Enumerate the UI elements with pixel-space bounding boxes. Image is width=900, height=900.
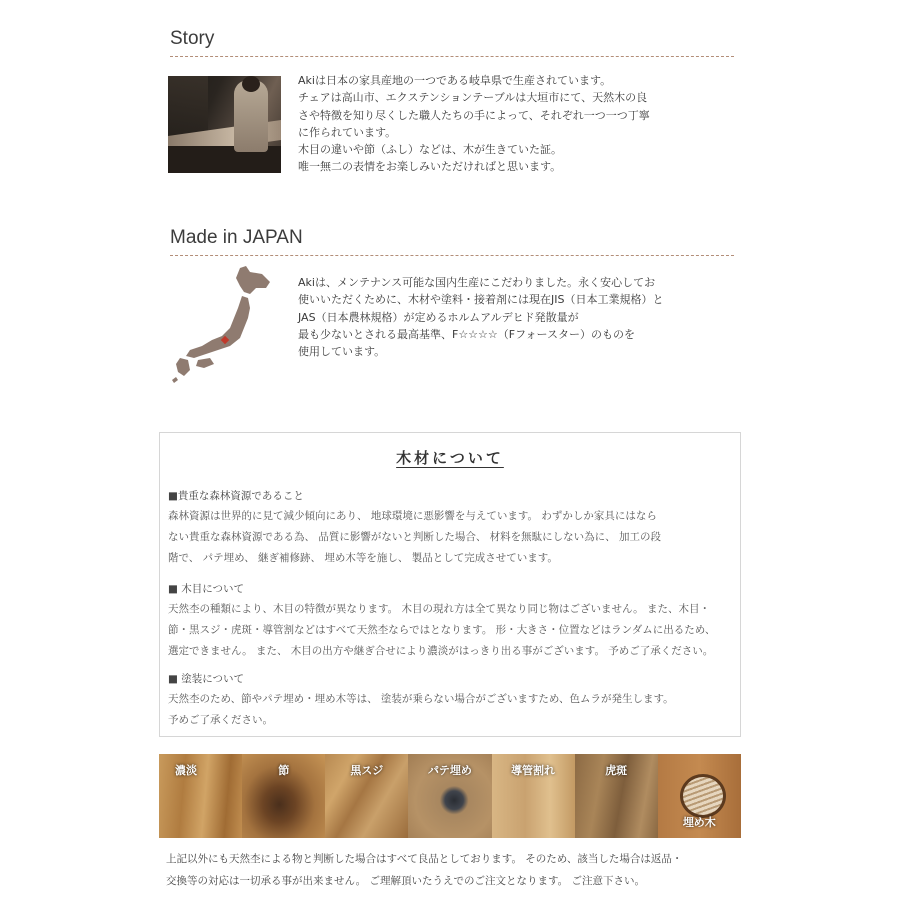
wood-sample-tile [492, 754, 575, 838]
wood-sample-label: 濃淡 [175, 764, 197, 777]
body-line: 天然杢の種類により、木目の特徴が異なります。 木目の現れ方は全て異なり同じ物はございません。 また、木目・ [168, 603, 710, 615]
honshu-shape [186, 296, 250, 358]
made-in-japan-heading: Made in JAPAN [170, 227, 734, 256]
wood-sample-label: 埋め木 [682, 816, 716, 829]
footer-line: 上記以外にも天然杢による物と判断した場合はすべて良品としております。 そのため、該当した場合は返品・ [166, 853, 683, 865]
story-line: チェアは高山市、エクステンションテーブルは大垣市にて、天然木の良 [298, 91, 648, 105]
story-line: に作られています。 [298, 125, 397, 139]
body-line: 森林資源は世界的に見て減少傾向にあり、 地球環境に悪影響を与えています。 わずかしか家具にはなら [168, 510, 657, 522]
coating-body [168, 689, 736, 731]
story-heading: Story [170, 28, 734, 57]
footer-note [166, 848, 746, 892]
made-line: Akiは、メンテナンス可能な国内生産にこだわりました。永く安心してお [298, 276, 656, 289]
made-line: 使いいただくために、木材や塗料・接着剤には現在JIS（日本工業規格）と [298, 293, 664, 307]
wood-sample-label: 導管割れ [511, 764, 556, 777]
body-line: 予めご了承ください。 [168, 714, 273, 726]
shikoku-shape [196, 358, 214, 368]
body-line: ない貴重な森林資源である為、 品質に影響がないと判断した場合、 材料を無駄にしない為に、 加工の段 [168, 531, 662, 543]
wood-sample-tile [575, 754, 658, 838]
story-line: 木目の違いや節（ふし）などは、木が生きていた証。 [298, 143, 562, 157]
forest-resource-title: ■貴重な森林資源であること [168, 490, 304, 502]
body-line: 天然杢のため、節やパテ埋め・埋め木等は、 塗装が乗らない場合がございますため、色ムラが発生します。 [168, 693, 674, 705]
story-line: さや特徴を知り尽くした職人たちの手によって、それぞれ一つ一つ丁寧 [298, 108, 650, 122]
japan-map-icon [170, 264, 274, 384]
made-line: 最も少ないとされる最高基準、F☆☆☆☆（Fフォースター）のものを [298, 327, 635, 341]
wood-sample-label: パテ埋め [427, 764, 472, 777]
wood-sample-tile [658, 754, 741, 838]
hokkaido-shape [236, 266, 270, 294]
wood-sample-label: 黒スジ [350, 764, 384, 777]
body-line: 節・黒スジ・虎斑・導管割などはすべて天然杢ならではとなります。 形・大きさ・位置などはランダムに出るため、 [168, 624, 716, 636]
coating-title: ■ 塗装について [168, 673, 245, 685]
wood-heading [160, 447, 740, 468]
wood-sample-label: 虎斑 [605, 764, 628, 777]
story-line: Akiは日本の家具産地の一つである岐阜県で生産されています。 [298, 74, 612, 87]
footer-line: 交換等の対応は一切承る事が出来ません。 ご理解頂いたうえでのご注文となります。 ご注意下さい。 [166, 875, 645, 887]
wood-info-box [159, 432, 741, 737]
body-line: 階で、 パテ埋め、 継ぎ補修跡、 埋め木等を施し、 製品として完成させています。 [168, 552, 558, 564]
made-line: 使用しています。 [298, 345, 386, 359]
made-in-japan-text [298, 274, 738, 360]
wood-grain-title: ■ 木目について [168, 583, 245, 595]
wood-sample-tile [325, 754, 408, 838]
wood-heading-text: 木材について [396, 449, 504, 467]
wood-sample-tile [242, 754, 325, 838]
okinawa-shape [172, 377, 178, 383]
wood-grain-body [168, 599, 736, 662]
story-line: 唯一無二の表情をお楽しみいただければと思います。 [298, 160, 562, 174]
story-text [298, 72, 738, 176]
body-line: 選定できません。 また、 木目の出方や継ぎ合せにより濃淡がはっきり出る事がございます。 予めご了承ください。 [168, 645, 714, 657]
wood-sample-tiles [159, 754, 741, 838]
made-line: JAS（日本農林規格）が定めるホルムアルデヒド発散量が [298, 310, 579, 324]
wood-sample-tile [408, 754, 491, 838]
kyushu-shape [176, 358, 190, 376]
craftsman-photo [168, 76, 281, 173]
wood-sample-tile [159, 754, 242, 838]
wood-sample-label: 節 [278, 764, 290, 777]
forest-resource-body [168, 506, 736, 569]
inlay-knot [680, 774, 726, 818]
